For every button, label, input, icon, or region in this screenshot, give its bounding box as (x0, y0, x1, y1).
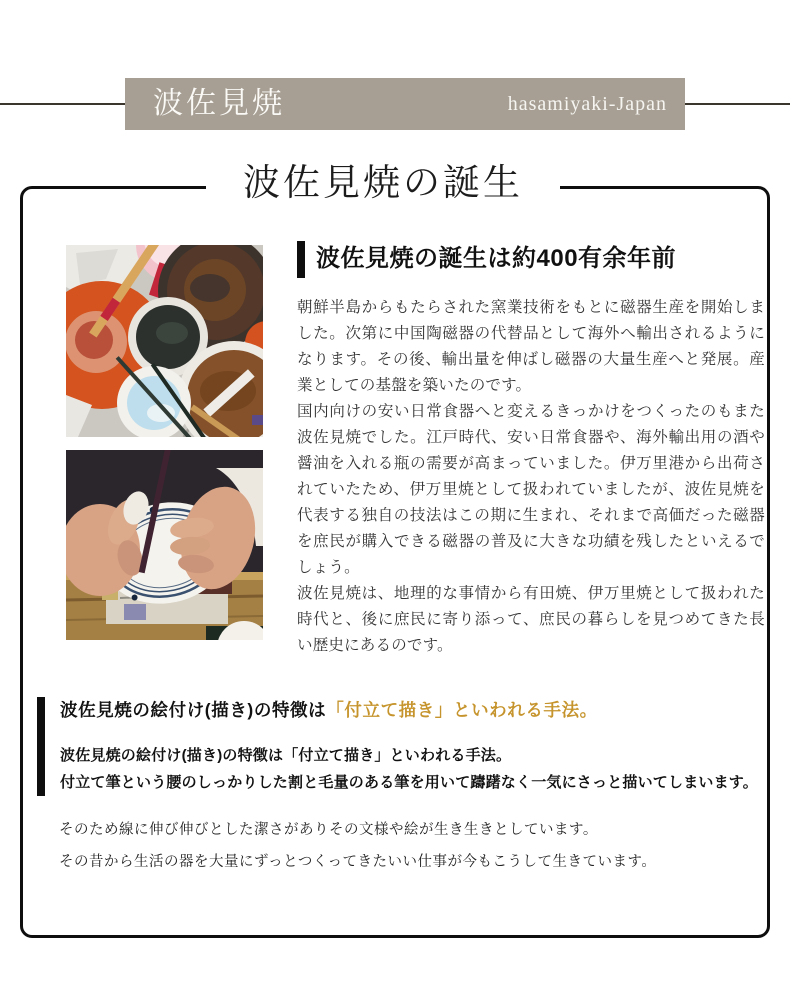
section-title: 波佐見焼の誕生 (206, 161, 560, 207)
closing-notes (59, 819, 656, 873)
content-box (20, 186, 770, 938)
feature-headline-accent: 「付立て描き」といわれる手法。 (326, 700, 598, 720)
header-bar (125, 78, 685, 130)
note-line: その昔から生活の器を大量にずっとつくってきたいい仕事が今もこうして生きています。 (59, 854, 657, 870)
heading-accent-bar (297, 241, 305, 278)
brand-subtitle: hasamiyaki-Japan (507, 93, 667, 115)
feature-headline (60, 697, 755, 723)
brand-title: 波佐見焼 (153, 87, 285, 120)
article-paragraph: 波佐見焼は、地理的な事情から有田焼、伊万里焼として扱われた時代と、後に庶民に寄り添って、庶民の暮らしを見つめてきた長い歴史にあるのです。 (297, 585, 765, 654)
article-paragraph: 朝鮮半島からもたらされた窯業技術をもとに磁器生産を開始しました。次第に中国陶磁器の代替品として海外へ輸出されるようになります。その後、輸出量を伸ばし磁器の大量生産へと発展。産業としての基盤を築いたのです。 (297, 299, 765, 394)
article-paragraph: 国内向けの安い日常食器へと変えるきっかけをつくったのもまた波佐見焼でした。江戸時代、安い日常食器や、海外輸出用の酒や醤油を入れる瓶の需要が高まっていました。伊万里港から出荷されていたため、伊万里焼として扱われていましたが、波佐見焼を代表する独自の技法はこの期に生まれ、それまで高価だった磁器を庶民が購入できる磁器の普及に大きな功績を残したといえるでしょう。 (297, 403, 765, 576)
feature-bold-line: 付立て筆という腰のしっかりした割と毛量のある筆を用いて躊躇なく一気にさっと描いてしまいます。 (60, 774, 759, 791)
article-heading-text: 波佐見焼の誕生は約400有余年前 (316, 245, 677, 273)
article-heading (297, 241, 765, 278)
article-body (297, 295, 765, 659)
photo-glaze-pots (66, 245, 263, 437)
feature-block (37, 697, 759, 796)
feature-headline-prefix: 波佐見焼の絵付け(描き)の特徴は (60, 700, 327, 720)
feature-bold-line: 波佐見焼の絵付け(描き)の特徴は「付立て描き」といわれる手法。 (60, 747, 512, 764)
feature-bold-lines (60, 742, 759, 796)
note-line: そのため線に伸び伸びとした潔さがありその文様や絵が生き生きとしています。 (59, 822, 598, 838)
photo-hand-painting (66, 450, 263, 640)
article (297, 241, 765, 659)
